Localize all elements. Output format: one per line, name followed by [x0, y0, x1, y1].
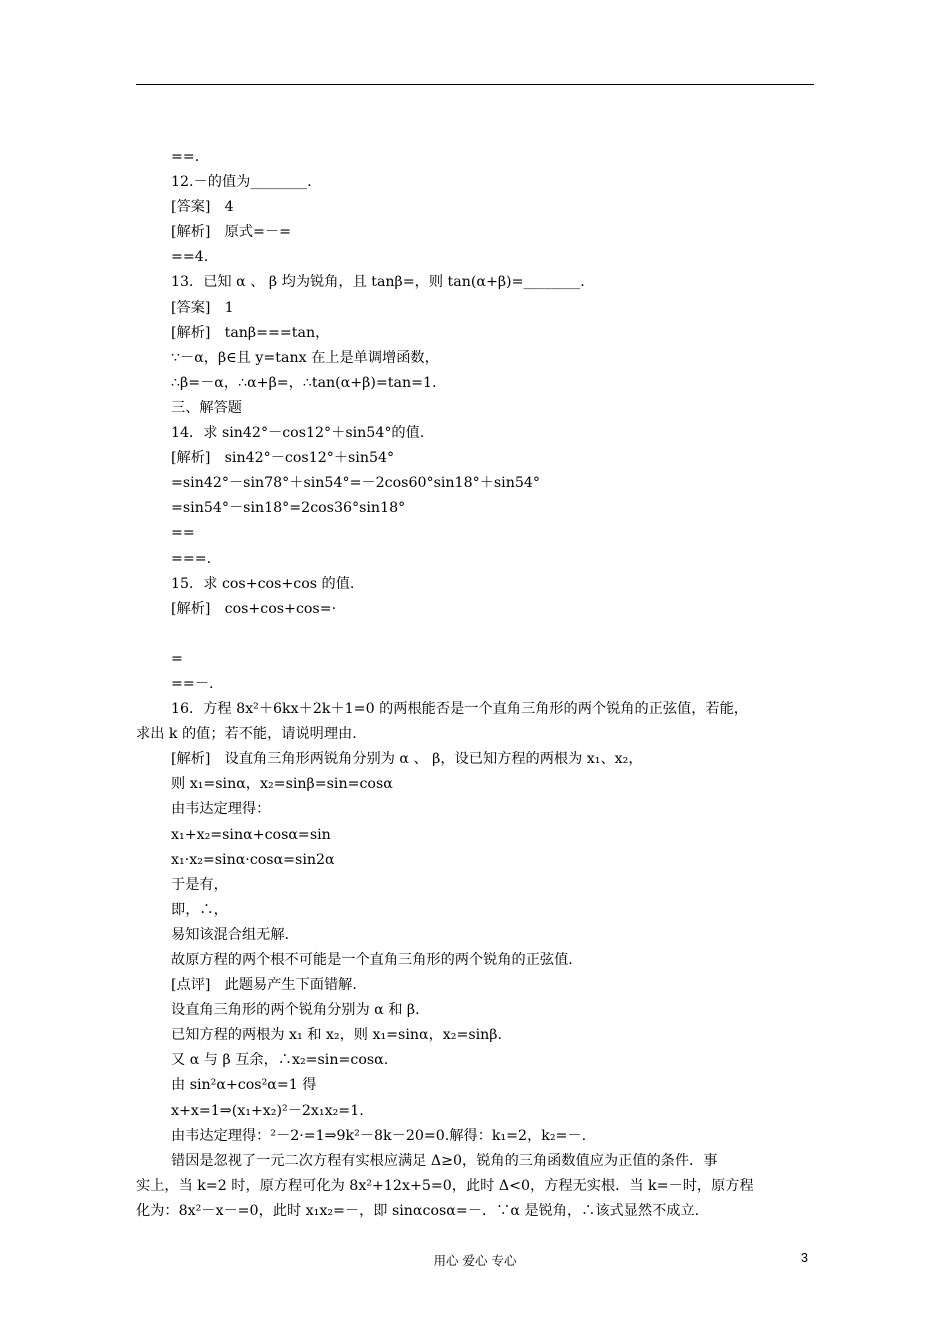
text-line: [解析] 设直角三角形两锐角分别为 α 、 β，设已知方程的两根为 x₁、x₂，: [171, 751, 643, 768]
text-line: [答案] 1: [171, 299, 234, 316]
text-line: 12.－的值为________.: [171, 174, 312, 191]
text-line: 即，∴，: [171, 901, 228, 918]
text-line: 由韦达定理得：: [171, 801, 271, 818]
text-line: [点评] 此题易产生下面错解.: [171, 977, 357, 994]
text-line: [答案] 4: [171, 199, 234, 216]
text-line: 则 x₁=sinα，x₂=sinβ=sin=cosα: [171, 776, 393, 793]
text-line: 13．已知 α 、 β 均为锐角，且 tanβ=，则 tan(α+β)=________.: [171, 274, 585, 291]
text-line: ==4.: [171, 249, 209, 266]
text-line: [解析] cos+cos+cos=·: [171, 600, 337, 617]
text-line: =: [171, 650, 183, 667]
footer-slogan: 用心 爱心 专心: [433, 1253, 517, 1268]
text-line: 错因是忽视了一元二次方程有实根应满足 Δ≥0，锐角的三角函数值应为正值的条件．事: [171, 1152, 718, 1169]
text-line: 化为：8x²－x－=0，此时 x₁x₂=－，即 sinαcosα=－．∵α 是锐角，∴该式显然不成立.: [136, 1202, 700, 1219]
text-line: 16．方程 8x²＋6kx＋2k＋1=0 的两根能否是一个直角三角形的两个锐角的正弦值，若能，: [171, 701, 748, 718]
text-line: 易知该混合组无解.: [171, 926, 290, 943]
text-line: ∴β=－α，∴α+β=，∴tan(α+β)=tan=1.: [171, 374, 437, 391]
text-line: 求出 k 的值；若不能，请说明理由.: [136, 726, 357, 743]
text-line: ==－.: [171, 675, 214, 692]
document-body: [136, 145, 817, 1224]
text-line: 故原方程的两个根不可能是一个直角三角形的两个锐角的正弦值.: [171, 952, 573, 968]
section-heading: 三、解答题: [171, 399, 242, 416]
text-line: ∵－α，β∈且 y=tanx 在上是单调增函数，: [171, 349, 439, 366]
text-line: [解析] 原式=－=: [171, 224, 291, 241]
text-line: =sin54°－sin18°=2cos36°sin18°: [171, 500, 406, 517]
text-line: [解析] sin42°－cos12°＋sin54°: [171, 450, 395, 467]
text-line: x+x=1⇒(x₁+x₂)²－2x₁x₂=1.: [171, 1102, 364, 1119]
text-line: 又 α 与 β 互余，∴x₂=sin=cosα.: [171, 1052, 389, 1069]
text-line: ==.: [171, 149, 200, 165]
text-line: =sin42°－sin78°＋sin54°=－2cos60°sin18°＋sin54°: [171, 475, 540, 492]
text-line: 14．求 sin42°－cos12°＋sin54°的值.: [171, 425, 425, 442]
page-number: 3: [801, 1251, 808, 1265]
text-line: x₁·x₂=sinα·cosα=sin2α: [171, 851, 335, 868]
text-line: 由 sin²α+cos²α=1 得: [171, 1077, 317, 1094]
text-line: 由韦达定理得：²－2·=1⇒9k²－8k－20=0.解得：k₁=2，k₂=－.: [171, 1127, 587, 1144]
text-line: ==: [171, 525, 195, 542]
blank-line: [171, 622, 817, 647]
text-line: x₁+x₂=sinα+cosα=sin: [171, 826, 331, 843]
text-line: 设直角三角形的两个锐角分别为 α 和 β.: [171, 1002, 420, 1019]
text-line: 于是有，: [171, 876, 228, 893]
text-line: 实上，当 k=2 时，原方程可化为 8x²+12x+5=0，此时 Δ<0，方程无实根．当 k=－时，原方程: [136, 1177, 754, 1194]
text-line: 已知方程的两根为 x₁ 和 x₂，则 x₁=sinα，x₂=sinβ.: [171, 1027, 503, 1044]
header-rule: [136, 84, 814, 85]
text-line: [解析] tanβ===tan，: [171, 324, 330, 341]
text-line: ===.: [171, 550, 212, 567]
text-line: 15．求 cos+cos+cos 的值.: [171, 575, 355, 592]
